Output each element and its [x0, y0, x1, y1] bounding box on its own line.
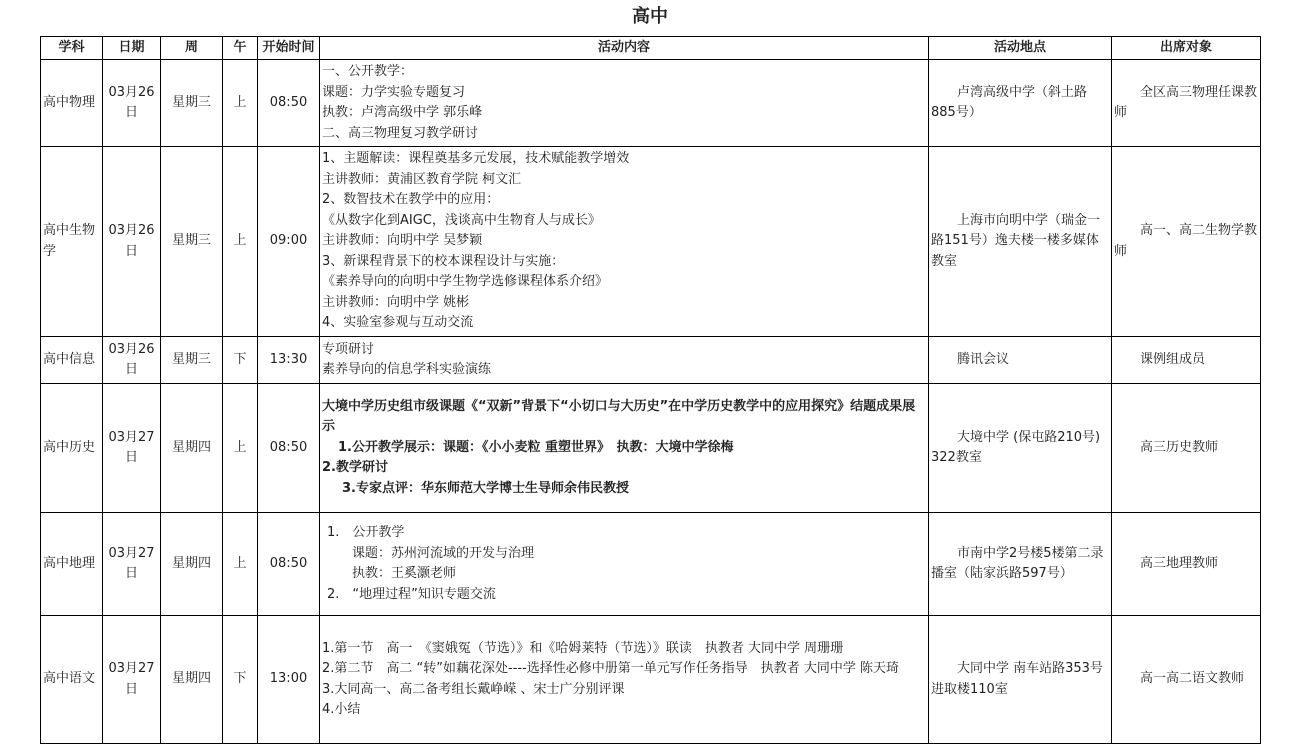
- content-line: 2.第二节 高二 “转”如藕花深处----选择性必修中册第一单元写作任务指导 执教者 大同中学 陈天琦: [322, 661, 900, 676]
- cell-week: 星期四: [161, 616, 223, 744]
- cell-audience: 高一、高二生物学教师: [1112, 147, 1261, 337]
- content-line: 3.大同高一、高二备考组长戴峥嵘 、宋士广分别评课: [322, 681, 625, 697]
- schedule-table: [40, 36, 1261, 744]
- header-half: 午: [223, 37, 258, 60]
- cell-date: 03月26日: [103, 337, 161, 384]
- content-line: 课题：力学实验专题复习: [322, 84, 466, 100]
- cell-location: 卢湾高级中学（斜土路885号）: [929, 60, 1112, 147]
- content-line: 2. “地理过程”知识专题交流: [327, 586, 496, 602]
- cell-location: 大同中学 南车站路353号 进取楼110室: [929, 616, 1112, 744]
- content-line: 主讲教师：向明中学 吴梦颖: [322, 233, 483, 249]
- cell-date: 03月27日: [103, 616, 161, 744]
- cell-subject: 高中物理: [41, 60, 103, 147]
- cell-date: 03月26日: [103, 147, 161, 337]
- content-line: 4.小结: [322, 702, 361, 717]
- cell-time: 08:50: [258, 513, 320, 616]
- cell-content: [320, 616, 929, 744]
- cell-location: 市南中学2号楼5楼第二录播室（陆家浜路597号）: [929, 513, 1112, 616]
- cell-week: 星期三: [161, 337, 223, 384]
- table-row: [41, 147, 1261, 337]
- cell-date: 03月26日: [103, 60, 161, 147]
- content-line: 3.专家点评：华东师范大学博士生导师余伟民教授: [342, 480, 629, 496]
- cell-subject: 高中信息: [41, 337, 103, 384]
- content-line: 二、高三物理复习教学研讨: [322, 125, 479, 141]
- cell-content: [320, 513, 929, 616]
- content-line: 2.教学研讨: [322, 460, 388, 476]
- cell-subject: 高中语文: [41, 616, 103, 744]
- cell-week: 星期三: [161, 60, 223, 147]
- cell-audience: 高三历史教师: [1112, 384, 1261, 513]
- cell-week: 星期四: [161, 384, 223, 513]
- cell-half: 上: [223, 513, 258, 616]
- cell-subject: 高中地理: [41, 513, 103, 616]
- cell-half: 上: [223, 384, 258, 513]
- content-line: 1.公开教学展示：课题：《小小麦粒 重塑世界》 执教：大境中学徐梅: [338, 439, 734, 455]
- cell-date: 03月27日: [103, 384, 161, 513]
- header-subject: 学科: [41, 37, 103, 60]
- cell-time: 13:00: [258, 616, 320, 744]
- content-line: 一、公开教学：: [322, 64, 414, 79]
- content-line: 素养导向的信息学科实验演练: [322, 362, 492, 377]
- cell-half: 上: [223, 60, 258, 147]
- cell-content: [320, 60, 929, 147]
- cell-subject: 高中生物学: [41, 147, 103, 337]
- cell-time: 09:00: [258, 147, 320, 337]
- cell-time: 13:30: [258, 337, 320, 384]
- table-row: [41, 616, 1261, 744]
- cell-week: 星期三: [161, 147, 223, 337]
- cell-location: 大境中学 (保屯路210号) 322教室: [929, 384, 1112, 513]
- header-audience: 出席对象: [1112, 37, 1261, 60]
- cell-subject: 高中历史: [41, 384, 103, 513]
- cell-content: [320, 384, 929, 513]
- content-line: 主讲教师：向明中学 姚彬: [322, 294, 470, 310]
- cell-half: 下: [223, 616, 258, 744]
- content-line: 《素养导向的向明中学生物学选修课程体系介绍》: [322, 274, 609, 290]
- content-line: 1、主题解读：课程奠基多元发展，技术赋能教学增效: [322, 151, 630, 167]
- cell-half: 下: [223, 337, 258, 384]
- cell-location: 上海市向明中学（瑞金一路151号）逸夫楼一楼多媒体教室: [929, 147, 1112, 337]
- header-location: 活动地点: [929, 37, 1112, 60]
- cell-audience: 全区高三物理任课教师: [1112, 60, 1261, 147]
- header-content: 活动内容: [320, 37, 929, 60]
- content-line: 课题：苏州河流域的开发与治理: [352, 545, 535, 561]
- content-line: 1. 公开教学: [327, 525, 405, 540]
- content-line: 《从数字化到AIGC，浅谈高中生物育人与成长》: [322, 212, 601, 228]
- cell-content: [320, 147, 929, 337]
- cell-location: 腾讯会议: [929, 337, 1112, 384]
- content-line: 主讲教师：黄浦区教育学院 柯文汇: [322, 171, 522, 187]
- content-line: 执教：卢湾高级中学 郭乐峰: [322, 105, 483, 120]
- header-date: 日期: [103, 37, 161, 60]
- table-header-row: [41, 37, 1261, 60]
- cell-week: 星期四: [161, 513, 223, 616]
- header-week: 周: [161, 37, 223, 60]
- content-line: 4、实验室参观与互动交流: [322, 315, 474, 331]
- cell-content: [320, 337, 929, 384]
- cell-date: 03月27日: [103, 513, 161, 616]
- cell-audience: 高一高二语文教师: [1112, 616, 1261, 744]
- table-row: [41, 384, 1261, 513]
- table-row: [41, 337, 1261, 384]
- page-title: 高中: [632, 6, 668, 27]
- table-row: [41, 60, 1261, 147]
- cell-time: 08:50: [258, 384, 320, 513]
- cell-audience: 课例组成员: [1112, 337, 1261, 384]
- content-line: 执教：王奚灏老师: [352, 566, 457, 581]
- header-start-time: 开始时间: [258, 37, 320, 60]
- cell-half: 上: [223, 147, 258, 337]
- content-line: 2、数智技术在教学中的应用：: [322, 192, 500, 208]
- table-row: [41, 513, 1261, 616]
- cell-time: 08:50: [258, 60, 320, 147]
- content-line: 专项研讨: [322, 341, 375, 357]
- content-line: 3、新课程背景下的校本课程设计与实施：: [322, 253, 565, 269]
- cell-audience: 高三地理教师: [1112, 513, 1261, 616]
- content-line: 大境中学历史组市级课题《“双新”背景下“小切口与大历史”在中学历史教学中的应用探究》结题成果展示: [322, 398, 916, 435]
- content-line: 1.第一节 高一 《窦娥冤（节选）》和《哈姆莱特（节选）》联读 执教者 大同中学 周珊珊: [322, 640, 844, 656]
